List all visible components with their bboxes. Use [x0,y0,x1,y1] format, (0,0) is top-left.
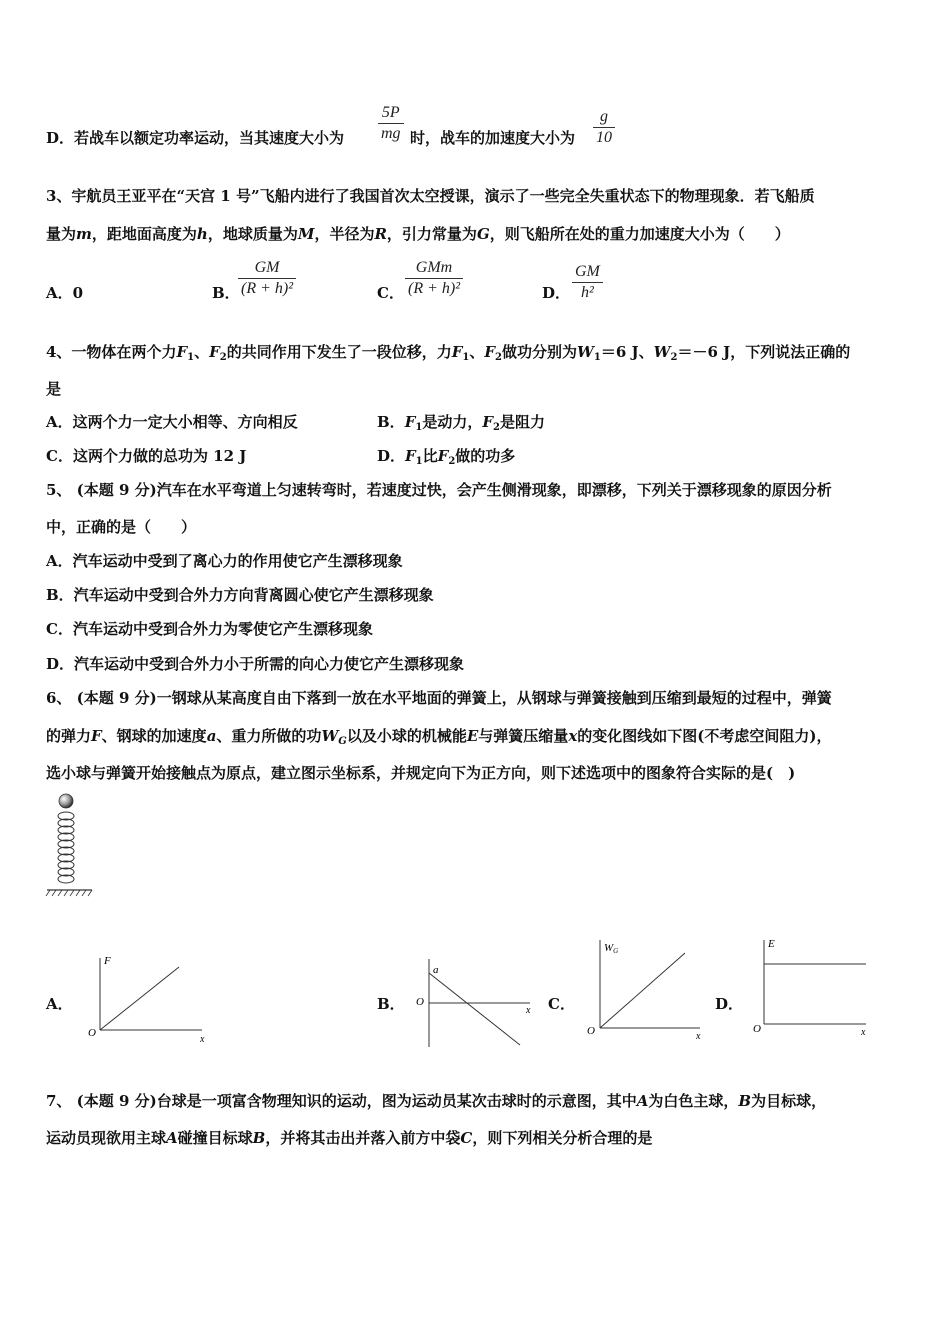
graph-d-xlabel: x [861,1027,866,1038]
graph-d-ylabel: E [768,938,775,950]
graph-b-acceleration-vs-x [410,955,540,1050]
graph-b-xlabel: x [526,1005,531,1016]
q4-option-a: A．这两个力一定大小相等、方向相反 [46,413,298,431]
graph-d-origin: O [753,1023,761,1035]
ball-spring-diagram [44,790,94,902]
graph-b-ylabel: a [433,964,439,976]
q5-option-a: A．汽车运动中受到了离心力的作用使它产生漂移现象 [46,552,403,570]
q4-stem-line1: 4、一物体在两个力$F_1$、$F_2$的共同作用下发生了一段位移，力$F_1$、$F_2$做功分别为$W_1=6$ J、$W_2=-6$ J，下列说法正确的 [46,343,851,363]
q6-stem-line2: 的弹力F、钢球的加速度a、重力所做的功$W_G$以及小球的机械能E与弹簧压缩量x的变化图线如下图(不考虑空间阻力)， [46,727,832,747]
q3-option-b: B． [212,284,240,302]
q6-option-b: B． [377,995,405,1013]
graph-c-xlabel: x [696,1031,701,1042]
q6-option-a: A． [46,995,73,1013]
q6-stem-line1: 6、 (本题 9 分)一钢球从某高度自由下落到一放在水平地面的弹簧上，从钢球与弹簧接触到压缩到最短的过程中，弹簧 [46,689,832,707]
graph-d-energy-vs-x [750,935,880,1045]
fraction-g-over-10: $\frac{g}{10}$ [593,107,615,148]
q5-option-c: C．汽车运动中受到合外力为零使它产生漂移现象 [46,620,373,638]
q5-option-d: D．汽车运动中受到合外力小于所需的向心力使它产生漂移现象 [46,655,465,673]
q3-stem-line2: 量为m，距地面高度为h，地球质量为M，半径为R，引力常量为G，则飞船所在处的重力加速度大小为（ ） [46,225,790,243]
q4-option-c: C．这两个力做的总功为 12 J [46,447,247,465]
spring-coils [58,812,74,883]
q4-option-d: D．$F_1$比$F_2$做的功多 [377,447,516,467]
graph-a-xlabel: x [200,1034,205,1045]
q3-option-c-formula: GMm (R + h)² [405,258,463,299]
q3-option-b-formula: $\frac{GM}{\text{(R + h)²}}$ [238,258,296,299]
q3-option-c: C． [377,284,404,302]
q5-stem-line1: 5、 (本题 9 分)汽车在水平弯道上匀速转弯时，若速度过快，会产生侧滑现象，即漂移，下列关于漂移现象的原因分析 [46,481,832,499]
q3-option-d-formula: $\frac{GM}{\text{h²}}$ [572,262,603,303]
q5-stem-line2: 中，正确的是（ ） [46,518,197,536]
graph-a-line [100,967,179,1030]
q3-option-d: D． [542,284,571,302]
steel-ball [59,794,73,808]
q4-stem-line2: 是 [46,380,62,398]
graph-a-origin: O [88,1027,96,1039]
prev-option-d-cont: 时，战车的加速度大小为 [410,129,576,147]
fraction-5p-over-mg: $\frac{5P}{mg}$ [378,103,404,144]
graph-c-line [600,953,685,1028]
graph-c-ylabel: WG [604,942,619,955]
q6-stem-line3: 选小球与弹簧开始接触点为原点，建立图示坐标系，并规定向下为正方向，则下述选项中的图象符合实际的是( ) [46,764,796,782]
q6-option-c: C． [548,995,575,1013]
q5-option-b: B．汽车运动中受到合外力方向背离圆心使它产生漂移现象 [46,586,434,604]
q4-option-b: B．$F_1$是动力，$F_2$是阻力 [377,413,545,433]
graph-a-ylabel: F [104,955,111,967]
q3-option-a: A．0 [46,284,84,302]
prev-option-d: D．若战车以额定功率运动，当其速度大小为 [46,129,345,147]
graph-b-line [429,973,520,1045]
graph-c-origin: O [587,1025,595,1037]
graph-a-force-vs-x [84,950,214,1046]
q7-stem-line1: 7、 (本题 9 分)台球是一项富含物理知识的运动，图为运动员某次击球时的示意图，其中A为白色主球，B为目标球， [46,1092,827,1110]
q3-stem-line1: 3、宇航员王亚平在“天宫 1 号”飞船内进行了我国首次太空授课，演示了一些完全失重状态下的物理现象．若飞船质 [46,187,815,205]
q7-stem-line2: 运动员现欲用主球A碰撞目标球B，并将其击出并落入前方中袋C，则下列相关分析合理的是 [46,1129,653,1147]
q6-option-d: D． [715,995,744,1013]
graph-c-work-vs-x [582,935,712,1050]
graph-b-origin: O [416,996,424,1008]
ground-hatch [46,890,92,896]
